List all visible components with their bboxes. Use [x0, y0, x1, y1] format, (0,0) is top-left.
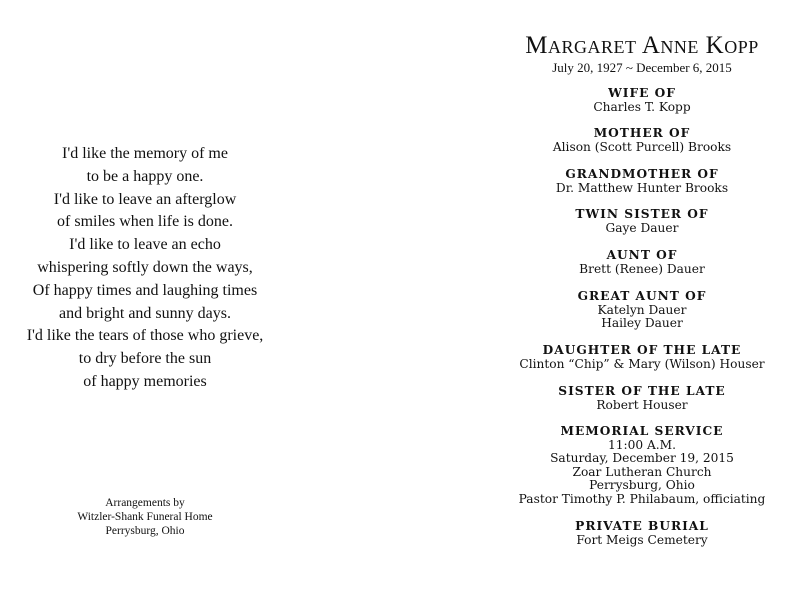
section-aunt-of [500, 249, 784, 276]
section-daughter-of-the-late [500, 344, 784, 371]
section-wife-of [500, 87, 784, 114]
poem-line: I'd like the tears of those who grieve, [26, 327, 264, 345]
section-heading: AUNT OF [606, 248, 678, 262]
poem-line: I'd like to leave an afterglow [53, 190, 237, 208]
service-venue: Zoar Lutheran Church [572, 464, 712, 479]
section-great-aunt-of [500, 290, 784, 331]
poem-line: of happy memories [83, 372, 207, 390]
service-date: Saturday, December 19, 2015 [550, 451, 734, 465]
poem [0, 143, 290, 394]
left-panel [0, 0, 290, 600]
section-heading: TWIN SISTER OF [575, 207, 709, 221]
section-heading: DAUGHTER OF THE LATE [542, 343, 742, 357]
section-line: Hailey Dauer [601, 316, 683, 330]
section-mother-of [500, 127, 784, 154]
section-sister-of-the-late [500, 385, 784, 412]
poem-line: to dry before the sun [78, 350, 212, 368]
section-line: Charles T. Kopp [593, 99, 691, 114]
service-time: 11:00 A.M. [607, 437, 677, 452]
section-memorial-service [500, 425, 784, 506]
arrangements-line: Arrangements by [105, 497, 185, 509]
section-line: Clinton “Chip” & Mary (Wilson) Houser [519, 356, 765, 371]
deceased-name: Margaret Anne Kopp [525, 32, 759, 59]
poem-line: to be a happy one. [86, 167, 204, 185]
section-heading: WIFE OF [608, 86, 676, 100]
section-twin-sister-of [500, 208, 784, 235]
section-heading: SISTER OF THE LATE [558, 384, 726, 398]
section-grandmother-of [500, 168, 784, 195]
arrangements-credit [45, 496, 245, 538]
section-heading: PRIVATE BURIAL [575, 519, 709, 533]
section-line: Alison (Scott Purcell) Brooks [552, 139, 732, 154]
section-line: Gaye Dauer [605, 220, 679, 235]
service-officiant: Pastor Timothy P. Philabaum, officiating [518, 491, 766, 506]
poem-line: I'd like the memory of me [62, 145, 228, 162]
poem-line: Of happy times and laughing times [32, 281, 258, 299]
section-line: Dr. Matthew Hunter Brooks [555, 180, 729, 195]
section-heading: GRANDMOTHER OF [565, 167, 719, 181]
section-heading: GREAT AUNT OF [577, 289, 707, 303]
funeral-home-name: Witzler-Shank Funeral Home [77, 511, 213, 523]
poem-line: I'd like to leave an echo [69, 236, 221, 254]
section-heading: MEMORIAL SERVICE [560, 424, 724, 438]
section-line: Robert Houser [596, 397, 688, 412]
service-location: Perrysburg, Ohio [589, 478, 695, 492]
section-line: Fort Meigs Cemetery [576, 532, 708, 547]
right-panel [500, 0, 784, 600]
section-line: Katelyn Dauer [597, 302, 687, 317]
life-dates: July 20, 1927 ~ December 6, 2015 [552, 60, 732, 75]
funeral-home-location: Perrysburg, Ohio [105, 525, 185, 537]
section-private-burial [500, 520, 784, 547]
poem-line: and bright and sunny days. [59, 304, 231, 322]
poem-line: of smiles when life is done. [57, 213, 233, 231]
section-heading: MOTHER OF [593, 126, 691, 140]
poem-line: whispering softly down the ways, [37, 258, 253, 276]
section-line: Brett (Renee) Dauer [579, 261, 705, 276]
